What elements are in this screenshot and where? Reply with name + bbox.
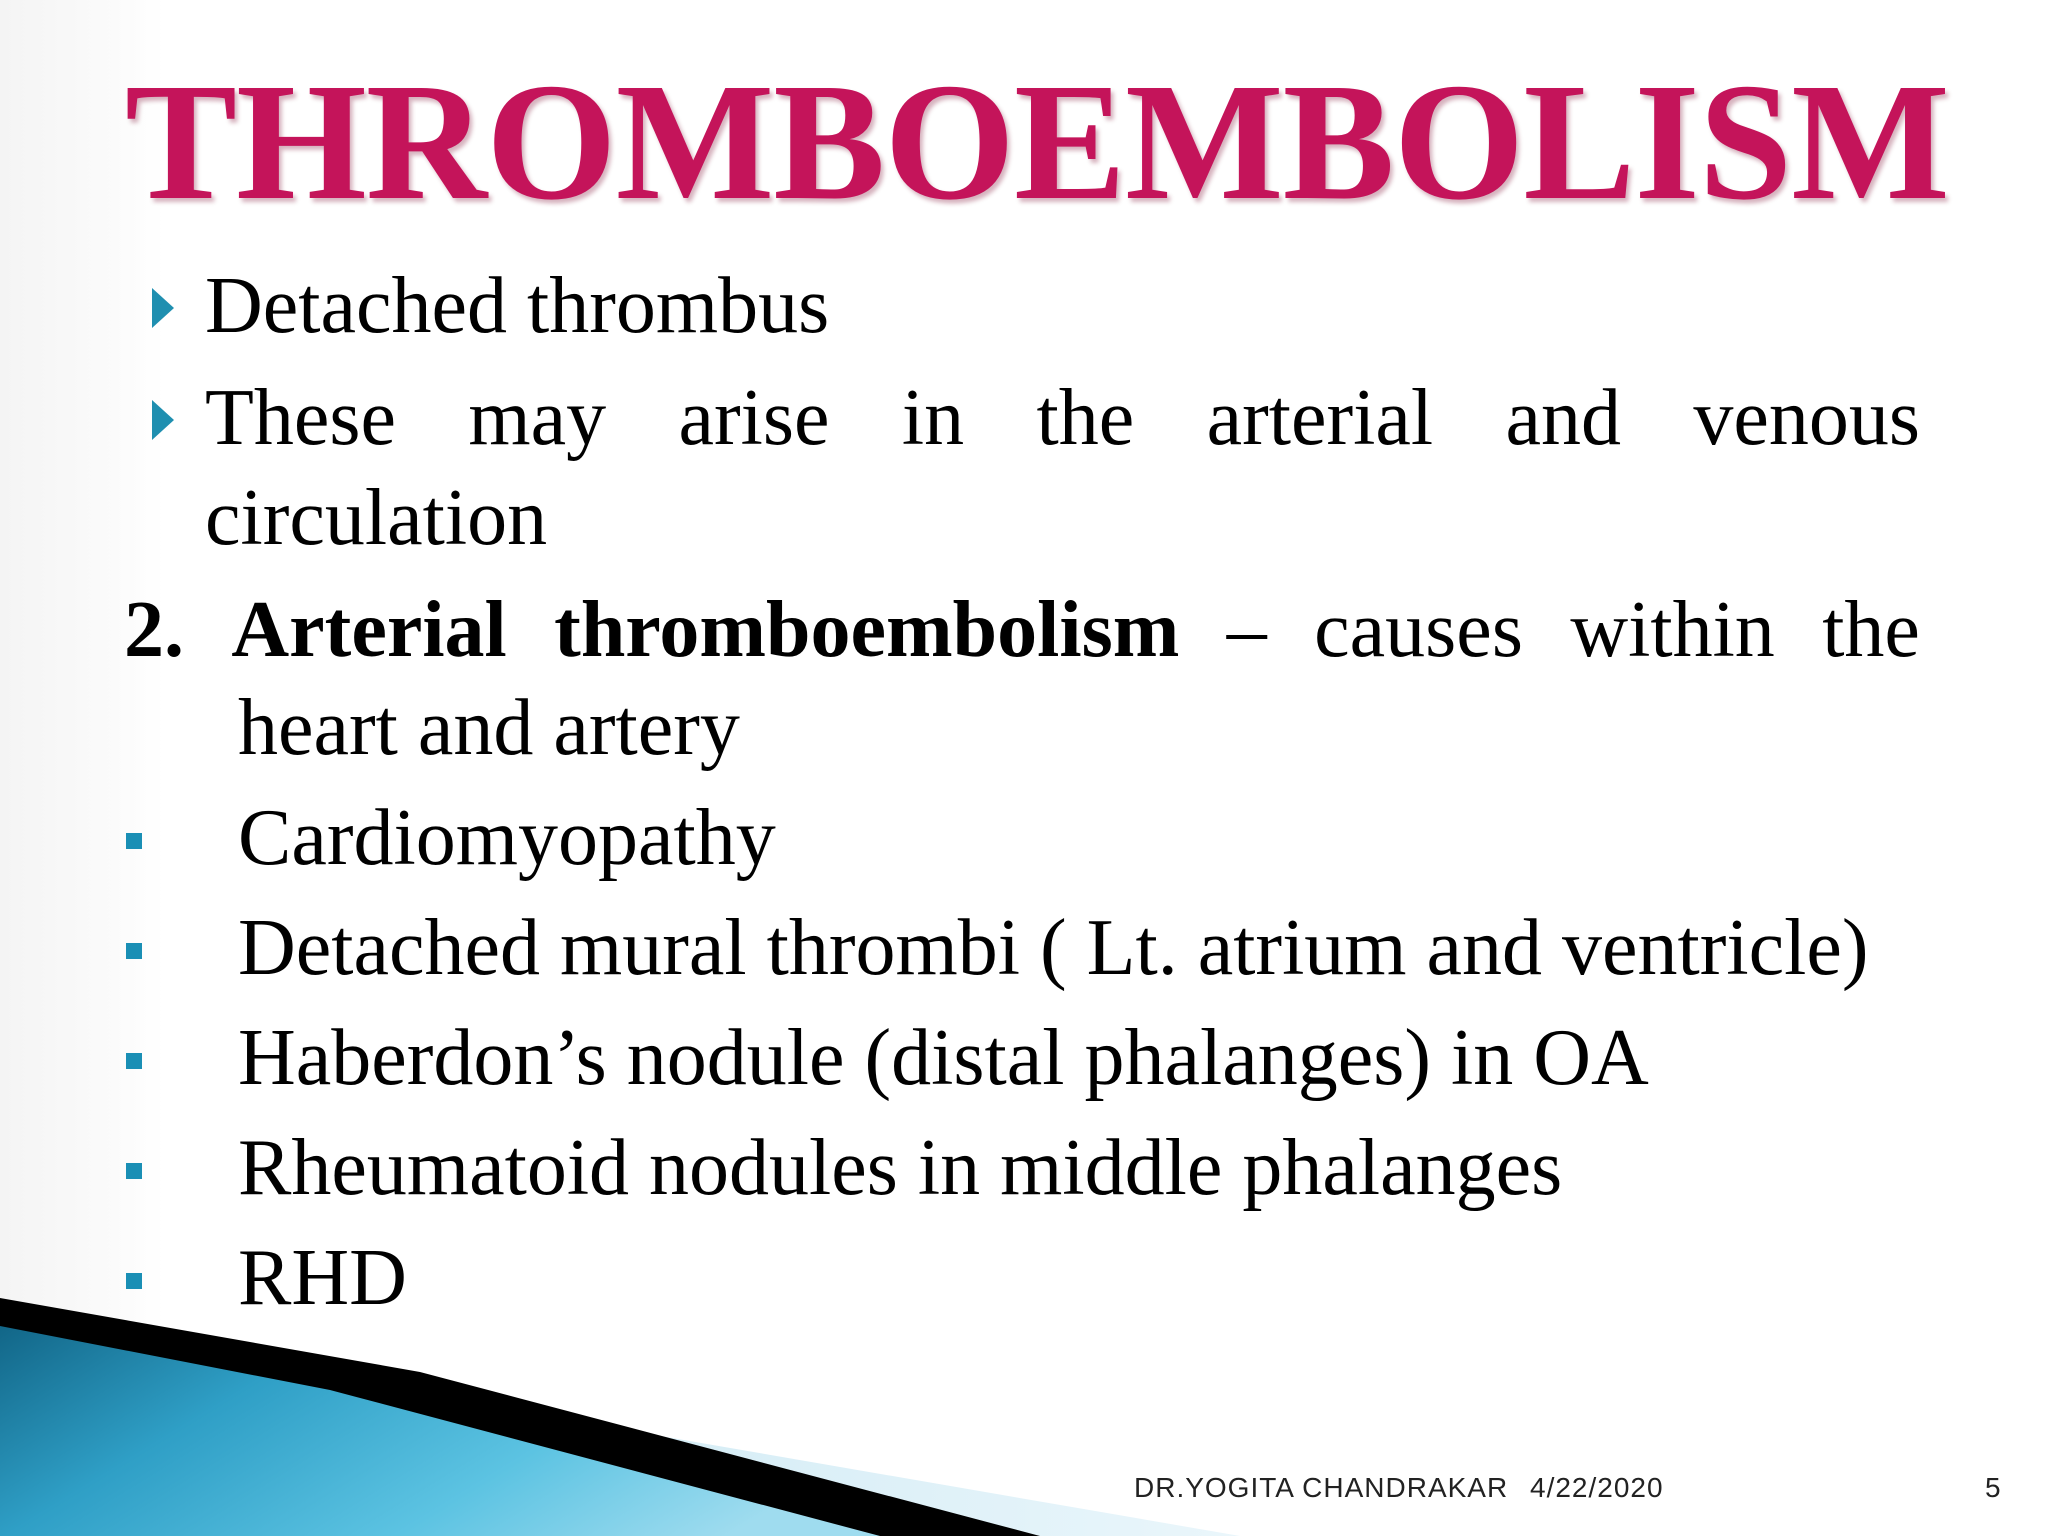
word: These [205,374,397,462]
sub-item: Detached mural thrombi ( Lt. atrium and ventricle) [238,904,1869,992]
word: may [468,374,607,462]
section-continuation: heart and artery [238,684,740,772]
section-bold-word: Arterial [231,586,507,674]
sub-item: Haberdon’s nodule (distal phalanges) in OA [238,1014,1649,1102]
word: and [1505,374,1621,462]
bullet-detached-thrombus: Detached thrombus [205,262,830,350]
bullet-arise-continuation: circulation [205,474,548,562]
section-word: within [1570,586,1775,674]
slide-title: THROMBOEMBOLISM [125,49,1949,235]
footer-page-number: 5 [1985,1472,2002,1503]
word: in [901,374,965,462]
word: arise [678,374,830,462]
section-word: the [1822,586,1920,674]
word: the [1036,374,1135,462]
sub-item: RHD [238,1234,407,1322]
section-bold-word: thromboembolism [554,586,1180,674]
word: arterial [1206,374,1434,462]
section-word: causes [1314,586,1523,674]
section-number: 2. [124,586,184,674]
word: venous [1693,374,1920,462]
sub-item: Rheumatoid nodules in middle phalanges [238,1124,1563,1212]
sub-item: Cardiomyopathy [238,794,776,882]
section-word: – [1226,586,1267,674]
footer-author: DR.YOGITA CHANDRAKAR [1134,1472,1509,1503]
footer-date: 4/22/2020 [1530,1472,1664,1503]
